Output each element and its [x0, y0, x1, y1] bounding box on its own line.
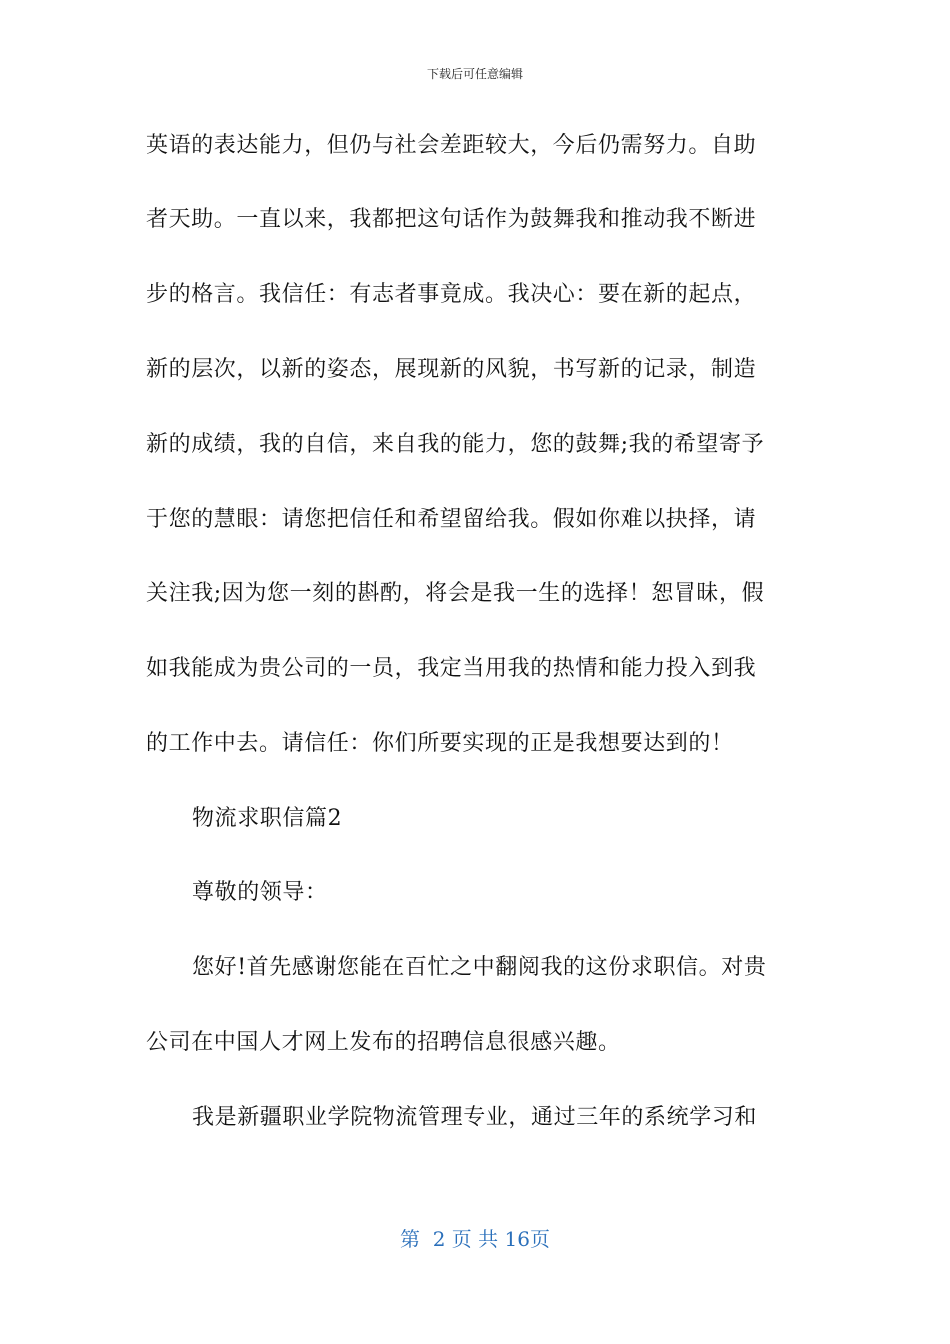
text-line: 于您的慧眼：请您把信任和希望留给我。假如你难以抉择，请 [146, 507, 757, 532]
text-line: 的工作中去。请信任：你们所要实现的正是我想要达到的！ [146, 731, 734, 756]
section-title: 物流求职信篇2 [192, 806, 343, 831]
page-header: 下载后可任意编辑 [426, 67, 523, 81]
text-line: 者天助。一直以来，我都把这句话作为鼓舞我和推动我不断进 [146, 207, 757, 232]
text-line: 您好!首先感谢您能在百忙之中翻阅我的这份求职信。对贵 [192, 955, 767, 980]
text-line: 英语的表达能力，但仍与社会差距较大，今后仍需努力。自助 [146, 133, 757, 158]
text-line: 如我能成为贵公司的一员，我定当用我的热情和能力投入到我 [146, 656, 757, 681]
text-line: 公司在中国人才网上发布的招聘信息很感兴趣。 [146, 1030, 621, 1055]
text-line: 关注我;因为您一刻的斟酌，将会是我一生的选择！恕冒昧，假 [146, 581, 765, 606]
text-line: 新的成绩，我的自信，来自我的能力，您的鼓舞;我的希望寄予 [146, 432, 765, 457]
page-number-footer: 第 2 页 共 16页 [400, 1227, 550, 1251]
text-line: 我是新疆职业学院物流管理专业，通过三年的系统学习和 [192, 1105, 758, 1130]
text-line: 步的格言。我信任：有志者事竟成。我决心：要在新的起点， [146, 282, 757, 307]
text-line: 新的层次，以新的姿态，展现新的风貌，书写新的记录，制造 [146, 357, 757, 382]
salutation: 尊敬的领导： [192, 880, 328, 905]
